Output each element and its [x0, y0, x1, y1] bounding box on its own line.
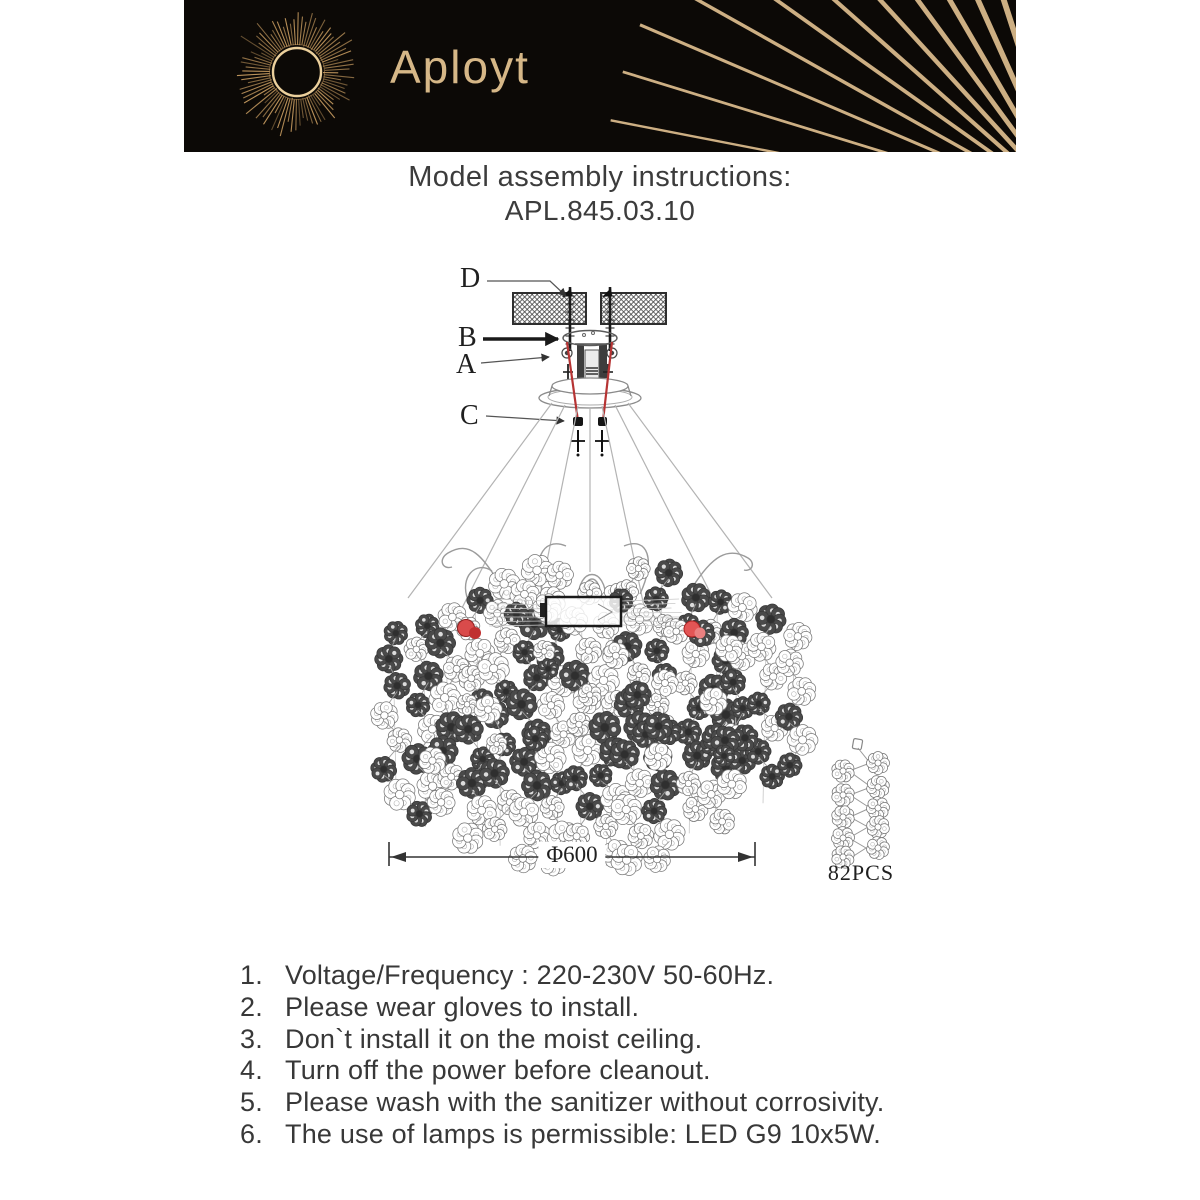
instruction-text: Voltage/Frequency : 220-230V 50-60Hz. [285, 960, 775, 990]
brand-logo-text: Aployt [390, 41, 530, 93]
instruction-number: 4. [240, 1055, 263, 1086]
instruction-number: 3. [240, 1023, 263, 1054]
instruction-item [240, 1119, 884, 1151]
instruction-text: The use of lamps is permissible: LED G9 10x5W. [285, 1118, 881, 1149]
instruction-item [240, 960, 884, 992]
label-d: D [460, 263, 481, 294]
model-number: APL.845.03.10 [504, 195, 696, 226]
parts-count: 82PCS [827, 860, 895, 885]
instruction-number: 2. [240, 991, 263, 1022]
instruction-item [240, 1087, 884, 1119]
instruction-number: 5. [240, 1087, 263, 1118]
label-a: A [456, 349, 477, 380]
instruction-text: Please wash with the sanitizer without corrosivity. [285, 1087, 885, 1118]
instruction-item [240, 1024, 884, 1056]
instruction-text: Don`t install it on the moist ceiling. [285, 1023, 703, 1054]
instruction-number: 6. [240, 1118, 263, 1149]
label-c: C [460, 400, 479, 431]
instruction-text: Please wear gloves to install. [285, 991, 640, 1022]
page-title: Model assembly instructions: [408, 161, 792, 193]
instruction-item [240, 1055, 884, 1087]
label-b: B [458, 322, 477, 353]
instructions-list [240, 960, 884, 1151]
diameter-dimension: Φ600 [538, 842, 605, 868]
instruction-text: Turn off the power before cleanout. [285, 1055, 711, 1086]
instruction-item [240, 992, 884, 1024]
instruction-number: 1. [240, 960, 263, 990]
